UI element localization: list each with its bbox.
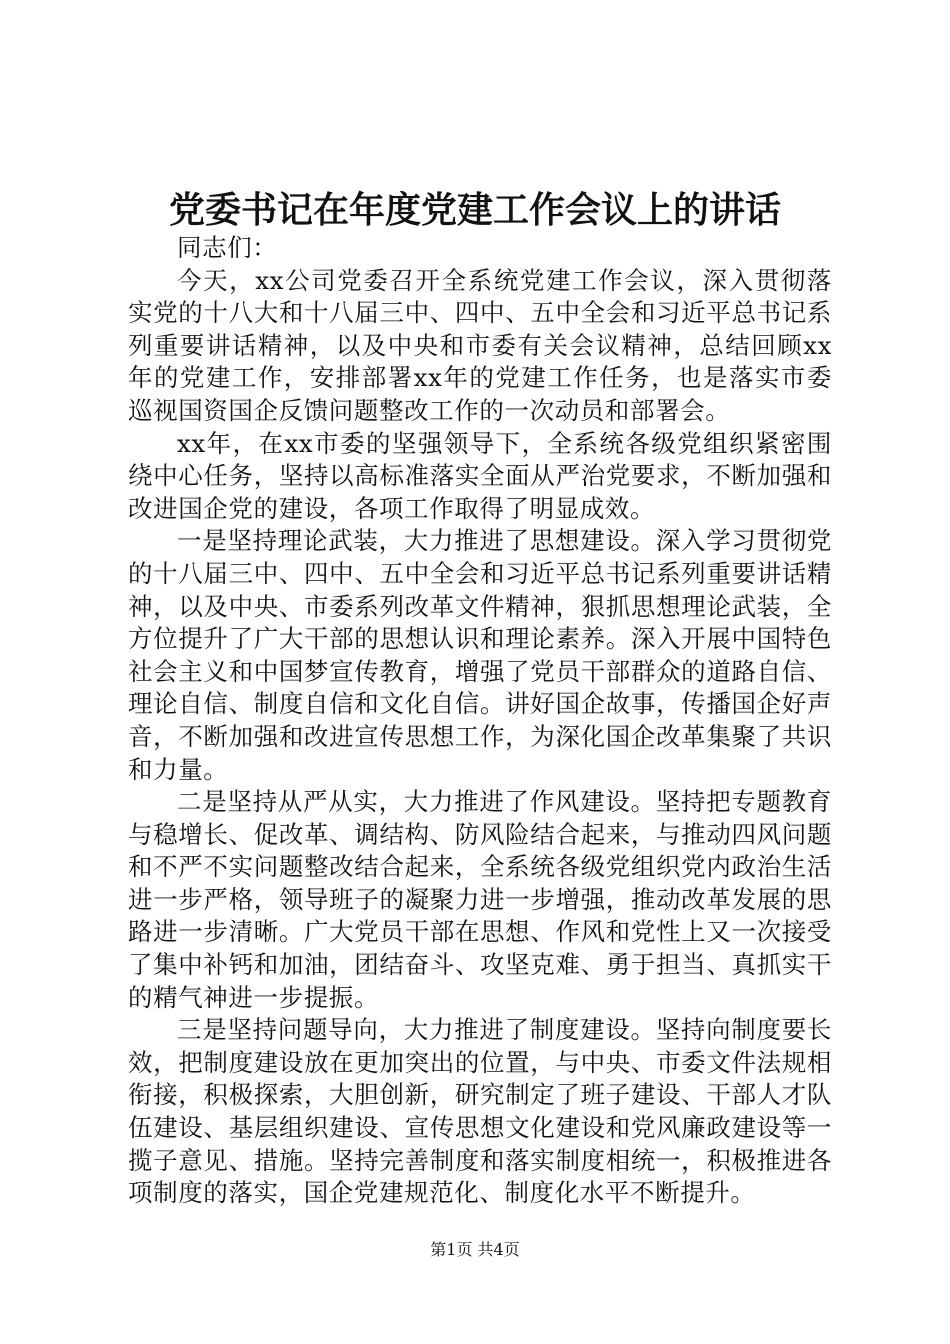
document-body: [128, 232, 832, 1210]
paragraph-point-3: 三是坚持问题导向，大力推进了制度建设。坚持向制度要长效，把制度建设放在更加突出的位置，与中央、市委文件法规相衔接，积极探索，大胆创新，研究制定了班子建设、干部人才队伍建设、基层组织建设、宣传思想文化建设和党风廉政建设等一揽子意见、措施。坚持完善制度和落实制度相统一，积极推进各项制度的落实，国企党建规范化、制度化水平不断提升。: [128, 1015, 832, 1208]
paragraph-point-1: 一是坚持理论武装，大力推进了思想建设。深入学习贯彻党的十八届三中、四中、五中全会和习近平总书记系列重要讲话精神，以及中央、市委系列改革文件精神，狠抓思想理论武装，全方位提升了广大干部的思想认识和理论素养。深入开展中国特色社会主义和中国梦宣传教育，增强了党员干部群众的道路自信、理论自信、制度自信和文化自信。讲好国企故事，传播国企好声音，不断加强和改进宣传思想工作，为深化国企改革集聚了共识和力量。: [128, 526, 832, 784]
document-title: 党委书记在年度党建工作会议上的讲话: [168, 189, 781, 231]
paragraph-point-2: 二是坚持从严从实，大力推进了作风建设。坚持把专题教育与稳增长、促改革、调结构、防风险结合起来，与推动四风问题和不严不实问题整改结合起来，全系统各级党组织党内政治生活进一步严格，领导班子的凝聚力进一步增强，推动改革发展的思路进一步清晰。广大党员干部在思想、作风和党性上又一次接受了集中补钙和加油，团结奋斗、攻坚克难、勇于担当、真抓实干的精气神进一步提振。: [128, 787, 832, 1012]
page-footer: 第1页 共4页: [430, 1240, 520, 1259]
salutation: 同志们：: [177, 233, 278, 262]
paragraph-summary: xx年，在xx市委的坚强领导下，全系统各级党组织紧密围绕中心任务，坚持以高标准落实全面从严治党要求，不断加强和改进国企党的建设，各项工作取得了明显成效。: [128, 428, 832, 523]
paragraph-intro: 今天，xx公司党委召开全系统党建工作会议，深入贯彻落实党的十八大和十八届三中、四中、五中全会和习近平总书记系列重要讲话精神，以及中央和市委有关会议精神，总结回顾xx年的党建工作，安排部署xx年的党建工作任务，也是落实市委巡视国资国企反馈问题整改工作的一次动员和部署会。: [128, 265, 832, 425]
